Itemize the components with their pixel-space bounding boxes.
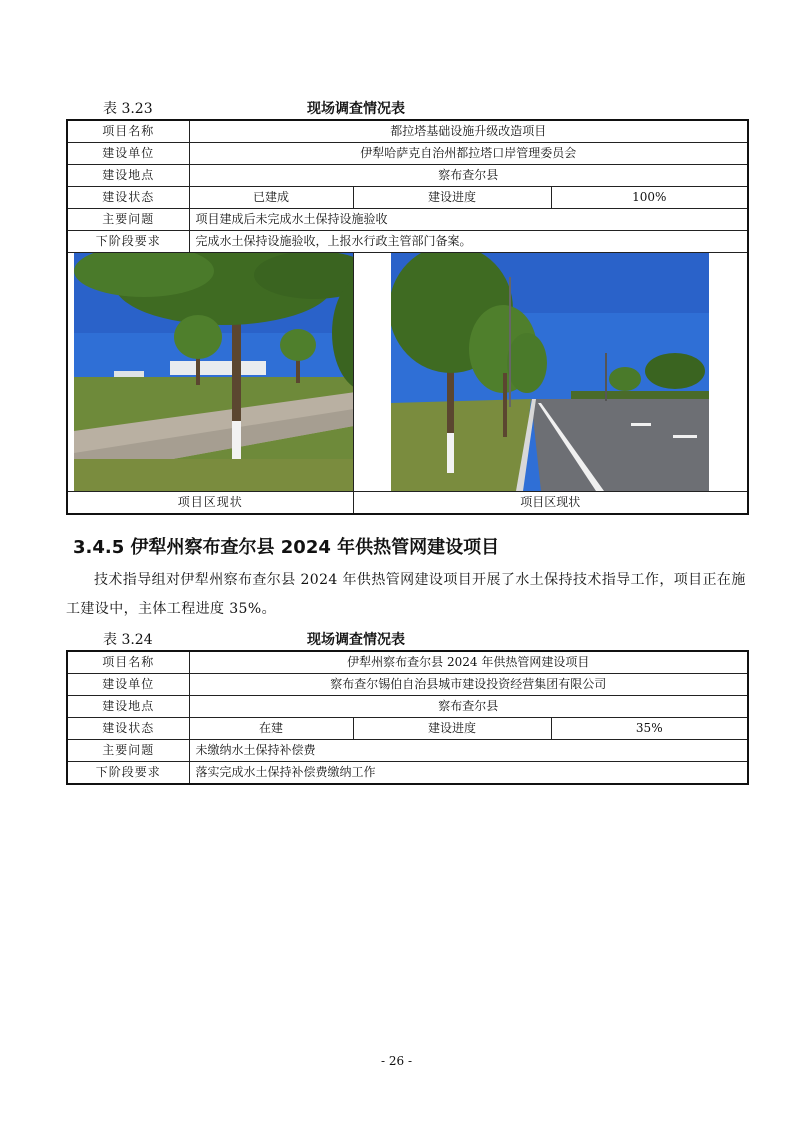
construction-place: 察布查尔县 (189, 696, 748, 718)
table-row (67, 651, 748, 674)
main-problem: 项目建成后未完成水土保持设施验收 (189, 209, 748, 231)
survey-table-1 (66, 119, 749, 515)
progress-value: 100% (551, 187, 748, 209)
table-row (67, 674, 748, 696)
table-row (67, 492, 748, 515)
table-caption-title: 现场调查情况表 (307, 632, 405, 648)
table-caption-number: 表 3.24 (103, 632, 153, 648)
photo-caption-left: 项目区现状 (67, 492, 353, 515)
survey-table-2 (66, 650, 749, 785)
progress-label: 建设进度 (353, 718, 551, 740)
photo-row (67, 253, 748, 492)
row-label: 主要问题 (67, 209, 189, 231)
photo-cell-left (67, 253, 353, 492)
row-label: 建设地点 (67, 696, 189, 718)
row-label: 下阶段要求 (67, 762, 189, 785)
table-row (67, 209, 748, 231)
construction-status: 已建成 (189, 187, 353, 209)
table-row (67, 231, 748, 253)
row-label: 建设单位 (67, 674, 189, 696)
main-problem: 未缴纳水土保持补偿费 (189, 740, 748, 762)
row-label: 项目名称 (67, 120, 189, 143)
photo-caption-right: 项目区现状 (353, 492, 748, 515)
site-photo-left (74, 253, 353, 491)
project-name: 都拉塔基础设施升级改造项目 (189, 120, 748, 143)
table-row (67, 120, 748, 143)
construction-status: 在建 (189, 718, 353, 740)
project-name: 伊犁州察布查尔县 2024 年供热管网建设项目 (189, 651, 748, 674)
row-label: 项目名称 (67, 651, 189, 674)
progress-value: 35% (551, 718, 748, 740)
page-number: - 26 - (380, 1054, 412, 1068)
row-label: 建设地点 (67, 165, 189, 187)
row-label: 建设状态 (67, 187, 189, 209)
table-caption-title: 现场调查情况表 (307, 101, 405, 117)
table-row (67, 696, 748, 718)
construction-unit: 伊犁哈萨克自治州都拉塔口岸管理委员会 (189, 143, 748, 165)
next-stage-requirement: 完成水土保持设施验收，上报水行政主管部门备案。 (189, 231, 748, 253)
table-row (67, 143, 748, 165)
site-photo-right (391, 253, 709, 491)
row-label: 建设状态 (67, 718, 189, 740)
next-stage-requirement: 落实完成水土保持补偿费缴纳工作 (189, 762, 748, 785)
table-row (67, 762, 748, 785)
row-label: 主要问题 (67, 740, 189, 762)
construction-place: 察布查尔县 (189, 165, 748, 187)
progress-label: 建设进度 (353, 187, 551, 209)
table-row (67, 740, 748, 762)
construction-unit: 察布查尔锡伯自治县城市建设投资经营集团有限公司 (189, 674, 748, 696)
table-row (67, 718, 748, 740)
section-heading: 3.4.5 伊犁州察布查尔县 2024 年供热管网建设项目 (73, 537, 500, 558)
section-paragraph: 技术指导组对伊犁州察布查尔县 2024 年供热管网建设项目开展了水土保持技术指导工作，项目正在施工建设中，主体工程进度 35%。 (66, 572, 746, 617)
table-row (67, 165, 748, 187)
table-caption-number: 表 3.23 (103, 101, 153, 117)
photo-cell-right (353, 253, 748, 492)
row-label: 建设单位 (67, 143, 189, 165)
table-row (67, 187, 748, 209)
row-label: 下阶段要求 (67, 231, 189, 253)
